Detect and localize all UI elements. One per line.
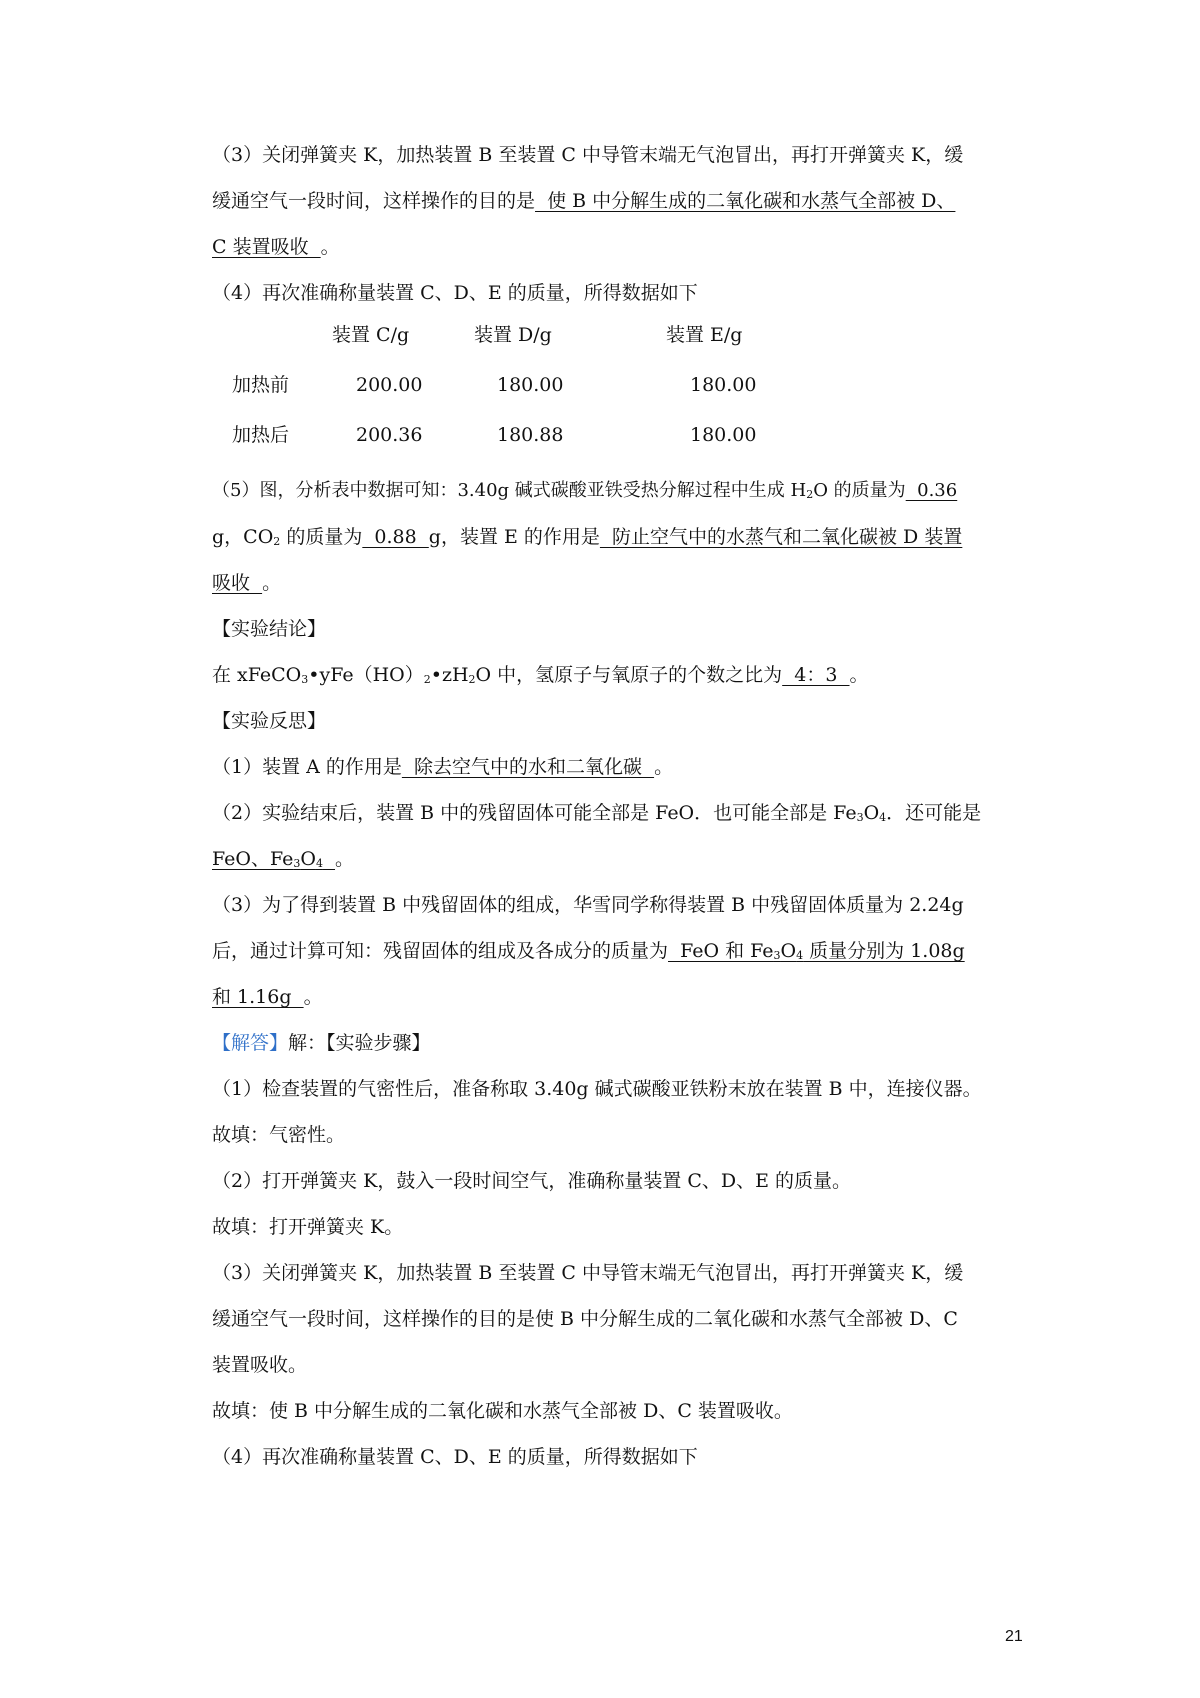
answer-step2: （2）打开弹簧夹 K，鼓入一段时间空气，准确称量装置 C、D、E 的质量。	[212, 1170, 852, 1192]
reflection-item2-line2	[212, 844, 354, 879]
subscript: 3	[301, 673, 309, 686]
conclusion-answer: 4：3	[782, 664, 850, 686]
answer-step3-line2: 缓通空气一段时间，这样操作的目的是使 B 中分解生成的二氧化碳和水蒸气全部被 D、C	[212, 1308, 958, 1330]
reflection-text: （2）实验结束后，装置 B 中的残留固体可能全部是 FeO．也可能全部是 Fe	[212, 802, 857, 824]
conclusion-period: 。	[849, 664, 869, 686]
table-header-d: 装置 D/g	[474, 324, 552, 346]
section5-text: O 的质量为	[813, 480, 906, 501]
answer-heading	[212, 1028, 431, 1058]
reflection-text: ．还可能是	[886, 802, 982, 824]
section5-text: g，装置 E 的作用是	[428, 526, 600, 548]
answer-text: 质量分别为 1.08g	[803, 940, 965, 962]
reflection-item2-line1	[212, 798, 981, 833]
reflection-item3-line3	[212, 982, 323, 1012]
table-row-label-after: 加热后	[232, 424, 290, 446]
table-cell: 200.00	[356, 374, 423, 396]
reflection-item3-line1: （3）为了得到装置 B 中残留固体的组成，华雪同学称得装置 B 中残留固体质量为 2.24g	[212, 894, 964, 916]
table-row-label-before: 加热前	[232, 374, 290, 396]
reflection-answer2	[212, 848, 335, 870]
section5-answer-co2: 0.88	[362, 526, 429, 548]
conclusion-line	[212, 660, 869, 695]
section5-answer-e-purpose-end: 吸收	[212, 572, 263, 594]
conclusion-text: O 中，氢原子与氧原子的个数之比为	[475, 664, 783, 686]
reflection-period: 。	[654, 756, 674, 778]
table-cell: 180.88	[497, 424, 564, 446]
reflection-heading: 【实验反思】	[212, 710, 327, 732]
section5-text: g，CO	[212, 526, 274, 548]
table-cell: 180.00	[690, 424, 757, 446]
table-header-e: 装置 E/g	[666, 324, 743, 346]
answer-text: O	[300, 848, 316, 870]
section3-line1: （3）关闭弹簧夹 K，加热装置 B 至装置 C 中导管末端无气泡冒出，再打开弹簧夹 K，缓	[212, 144, 964, 166]
reflection-period: 。	[303, 986, 323, 1008]
section5-answer-h2o: 0.36	[905, 480, 958, 501]
subscript: 3	[293, 857, 301, 870]
section3-text: 缓通空气一段时间，这样操作的目的是	[212, 190, 536, 212]
conclusion-heading: 【实验结论】	[212, 618, 327, 640]
section5-text: （5）图，分析表中数据可知：3.40g 碱式碳酸亚铁受热分解过程中生成 H	[212, 480, 807, 501]
answer-step3-line1: （3）关闭弹簧夹 K，加热装置 B 至装置 C 中导管末端无气泡冒出，再打开弹簧夹 K，缓	[212, 1262, 964, 1284]
section4-line1: （4）再次准确称量装置 C、D、E 的质量，所得数据如下	[212, 282, 698, 304]
answer-text: FeO、Fe	[212, 848, 294, 870]
answer-tag: 【解答】	[212, 1032, 289, 1054]
section5-line1	[212, 476, 957, 510]
answer-step2-fill: 故填：打开弹簧夹 K。	[212, 1216, 404, 1238]
table-cell: 200.36	[356, 424, 423, 446]
reflection-answer3-end: 和 1.16g	[212, 986, 304, 1008]
reflection-text: O	[863, 802, 880, 824]
conclusion-text: •yFe（HO）	[308, 664, 424, 686]
answer-text: O	[780, 940, 797, 962]
reflection-answer3	[668, 940, 965, 962]
table-cell: 180.00	[497, 374, 564, 396]
section5-text: 的质量为	[280, 526, 363, 548]
answer-step3-line3: 装置吸收。	[212, 1354, 308, 1376]
subscript: 3	[856, 811, 864, 824]
answer-text	[323, 848, 335, 870]
conclusion-text: •zH	[430, 664, 469, 686]
reflection-period: 。	[335, 848, 355, 870]
subscript: 2	[273, 535, 281, 548]
reflection-item3-line2	[212, 936, 965, 971]
conclusion-text: 在 xFeCO	[212, 664, 302, 686]
subscript: 2	[468, 673, 476, 686]
page-number: 21	[1005, 1628, 1023, 1645]
answer-subheading: 解：【实验步骤】	[288, 1032, 431, 1054]
answer-step1-fill: 故填：气密性。	[212, 1124, 346, 1146]
reflection-answer1: 除去空气中的水和二氧化碳	[401, 756, 655, 778]
answer-step3-fill: 故填：使 B 中分解生成的二氧化碳和水蒸气全部被 D、C 装置吸收。	[212, 1400, 793, 1422]
reflection-text: 后，通过计算可知：残留固体的组成及各成分的质量为	[212, 940, 669, 962]
reflection-text: （1）装置 A 的作用是	[212, 756, 402, 778]
section3-line2	[212, 186, 955, 216]
reflection-item1	[212, 752, 673, 782]
section3-answer-part1: 使 B 中分解生成的二氧化碳和水蒸气全部被 D、	[535, 190, 956, 212]
answer-text: FeO 和 Fe	[668, 940, 774, 962]
subscript: 3	[773, 949, 781, 962]
section3-line3	[212, 232, 340, 262]
subscript: 2	[423, 673, 431, 686]
section5-line2	[212, 522, 962, 557]
answer-step4: （4）再次准确称量装置 C、D、E 的质量，所得数据如下	[212, 1446, 698, 1468]
subscript: 4	[796, 949, 804, 962]
subscript: 2	[806, 488, 814, 501]
section3-answer-part2: C 装置吸收	[212, 236, 321, 258]
table-cell: 180.00	[690, 374, 757, 396]
subscript: 4	[879, 811, 887, 824]
section3-period: 。	[320, 236, 340, 258]
section5-period: 。	[262, 572, 282, 594]
section5-answer-e-purpose: 防止空气中的水蒸气和二氧化碳被 D 装置	[599, 526, 963, 548]
answer-step1: （1）检查装置的气密性后，准备称取 3.40g 碱式碳酸亚铁粉末放在装置 B 中，连接仪器。	[212, 1078, 982, 1100]
table-header-c: 装置 C/g	[332, 324, 410, 346]
mass-table	[212, 320, 812, 460]
subscript: 4	[315, 857, 323, 870]
section5-line3	[212, 568, 281, 598]
